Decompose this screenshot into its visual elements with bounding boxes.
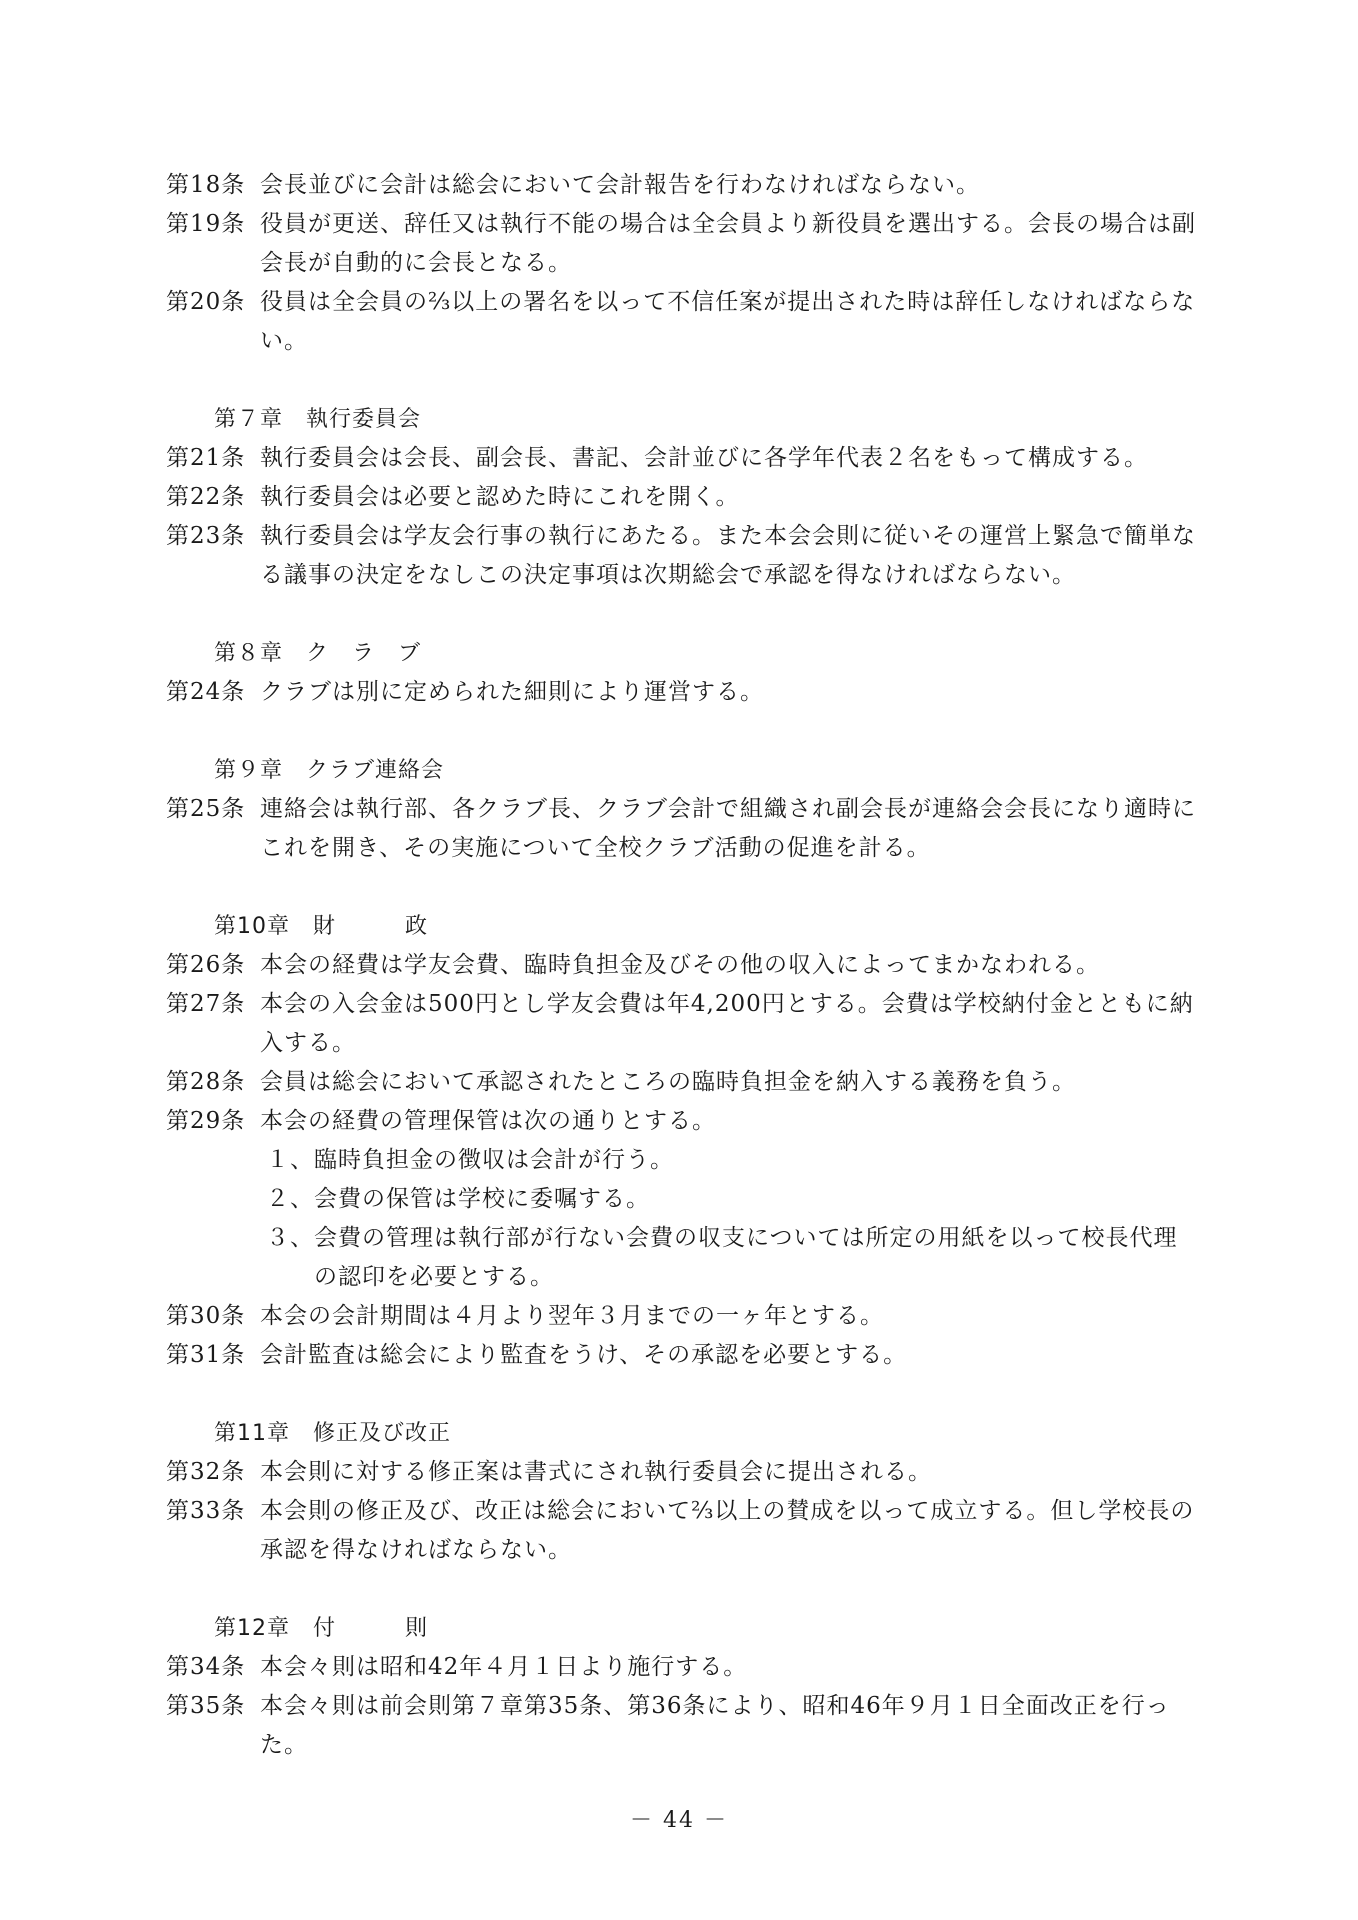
chapter-7-heading: 第７章 執行委員会 bbox=[214, 407, 422, 432]
article-text: クラブは別に定められた細則により運営する。 bbox=[260, 679, 764, 705]
article-19 bbox=[166, 205, 1196, 283]
article-35 bbox=[166, 1687, 1196, 1765]
article-20 bbox=[166, 283, 1196, 361]
item-number: ３、 bbox=[266, 1225, 314, 1251]
article-text: 執行委員会は学友会行事の執行にあたる。また本会会則に従いその運営上緊急で簡単な る議事の決定をなしこの決定事項は次期総会で承認を得なければならない。 bbox=[260, 523, 1196, 588]
article-32 bbox=[166, 1453, 1196, 1492]
article-label: 第24条 bbox=[166, 679, 246, 705]
article-text: 執行委員会は必要と認めた時にこれを開く。 bbox=[260, 484, 740, 510]
article-text: 本会の会計期間は４月より翌年３月までの一ヶ年とする。 bbox=[260, 1303, 884, 1329]
article-34 bbox=[166, 1648, 1196, 1687]
list-item bbox=[260, 1141, 1196, 1180]
article-29 bbox=[166, 1102, 1196, 1141]
article-18 bbox=[166, 166, 1196, 205]
chapter-9-heading: 第９章 クラブ連絡会 bbox=[214, 758, 445, 783]
article-33 bbox=[166, 1492, 1196, 1570]
article-26 bbox=[166, 946, 1196, 985]
article-text: 本会の入会金は500円とし学友会費は年4,200円とする。会費は学校納付金とともに納入する。 bbox=[260, 991, 1194, 1056]
article-label: 第26条 bbox=[166, 952, 246, 978]
item-text: 会費の保管は学校に委嘱する。 bbox=[314, 1186, 650, 1212]
article-21 bbox=[166, 439, 1196, 478]
list-item bbox=[260, 1219, 1196, 1297]
article-24 bbox=[166, 673, 1196, 712]
article-text: 本会の経費の管理保管は次の通りとする。 bbox=[260, 1108, 716, 1134]
article-29-items bbox=[260, 1141, 1196, 1297]
article-label: 第27条 bbox=[166, 991, 246, 1017]
article-text: 執行委員会は会長、副会長、書記、会計並びに各学年代表２名をもって構成する。 bbox=[260, 445, 1148, 471]
article-label: 第35条 bbox=[166, 1693, 246, 1719]
article-28 bbox=[166, 1063, 1196, 1102]
article-label: 第25条 bbox=[166, 796, 246, 822]
list-item bbox=[260, 1180, 1196, 1219]
document-body bbox=[166, 166, 1196, 1765]
article-label: 第18条 bbox=[166, 172, 246, 198]
article-25 bbox=[166, 790, 1196, 868]
article-22 bbox=[166, 478, 1196, 517]
chapter-8-heading: 第８章 ク ラ ブ bbox=[214, 641, 422, 666]
article-label: 第30条 bbox=[166, 1303, 246, 1329]
article-text: 会長並びに会計は総会において会計報告を行わなければならない。 bbox=[260, 172, 980, 198]
article-text: 役員が更送、辞任又は執行不能の場合は全会員より新役員を選出する。会長の場合は副会長が自動的に会長となる。 bbox=[260, 211, 1196, 276]
article-text: 本会々則は前会則第７章第35条、第36条により、昭和46年９月１日全面改正を行った。 bbox=[260, 1693, 1170, 1758]
item-number: ２、 bbox=[266, 1186, 314, 1212]
chapter-11-heading: 第11章 修正及び改正 bbox=[214, 1421, 451, 1446]
item-number: １、 bbox=[266, 1147, 314, 1173]
article-label: 第29条 bbox=[166, 1108, 246, 1134]
article-30 bbox=[166, 1297, 1196, 1336]
chapter-12-heading: 第12章 付 則 bbox=[214, 1616, 428, 1641]
chapter-10-heading: 第10章 財 政 bbox=[214, 914, 428, 939]
page-number: － 44 － bbox=[630, 1808, 728, 1833]
article-label: 第23条 bbox=[166, 523, 246, 549]
item-text: 会費の管理は執行部が行ない会費の収支については所定の用紙を以って校長代理の認印を必要とする。 bbox=[314, 1225, 1178, 1290]
article-text: 会員は総会において承認されたところの臨時負担金を納入する義務を負う。 bbox=[260, 1069, 1076, 1095]
article-label: 第19条 bbox=[166, 211, 246, 237]
article-27 bbox=[166, 985, 1196, 1063]
article-label: 第21条 bbox=[166, 445, 246, 471]
article-label: 第31条 bbox=[166, 1342, 246, 1368]
article-text: 会計監査は総会により監査をうけ、その承認を必要とする。 bbox=[260, 1342, 908, 1368]
article-label: 第28条 bbox=[166, 1069, 246, 1095]
article-text: 役員は全会員の⅔以上の署名を以って不信任案が提出された時は辞任しなければならない。 bbox=[260, 289, 1196, 354]
article-label: 第22条 bbox=[166, 484, 246, 510]
article-text: 本会々則は昭和42年４月１日より施行する。 bbox=[260, 1654, 748, 1680]
article-text: 本会則の修正及び、改正は総会において⅔以上の賛成を以って成立する。但し学校長の承認を得なければならない。 bbox=[260, 1498, 1195, 1563]
article-label: 第32条 bbox=[166, 1459, 246, 1485]
item-text: 臨時負担金の徴収は会計が行う。 bbox=[314, 1147, 674, 1173]
article-23 bbox=[166, 517, 1196, 595]
article-text: 連絡会は執行部、各クラブ長、クラブ会計で組織され副会長が連絡会会長になり適時にこれを開き、その実施について全校クラブ活動の促進を計る。 bbox=[260, 796, 1196, 861]
article-label: 第34条 bbox=[166, 1654, 246, 1680]
article-label: 第33条 bbox=[166, 1498, 246, 1524]
article-31 bbox=[166, 1336, 1196, 1375]
article-text: 本会則に対する修正案は書式にされ執行委員会に提出される。 bbox=[260, 1459, 932, 1485]
article-text: 本会の経費は学友会費、臨時負担金及びその他の収入によってまかなわれる。 bbox=[260, 952, 1100, 978]
article-label: 第20条 bbox=[166, 289, 246, 315]
